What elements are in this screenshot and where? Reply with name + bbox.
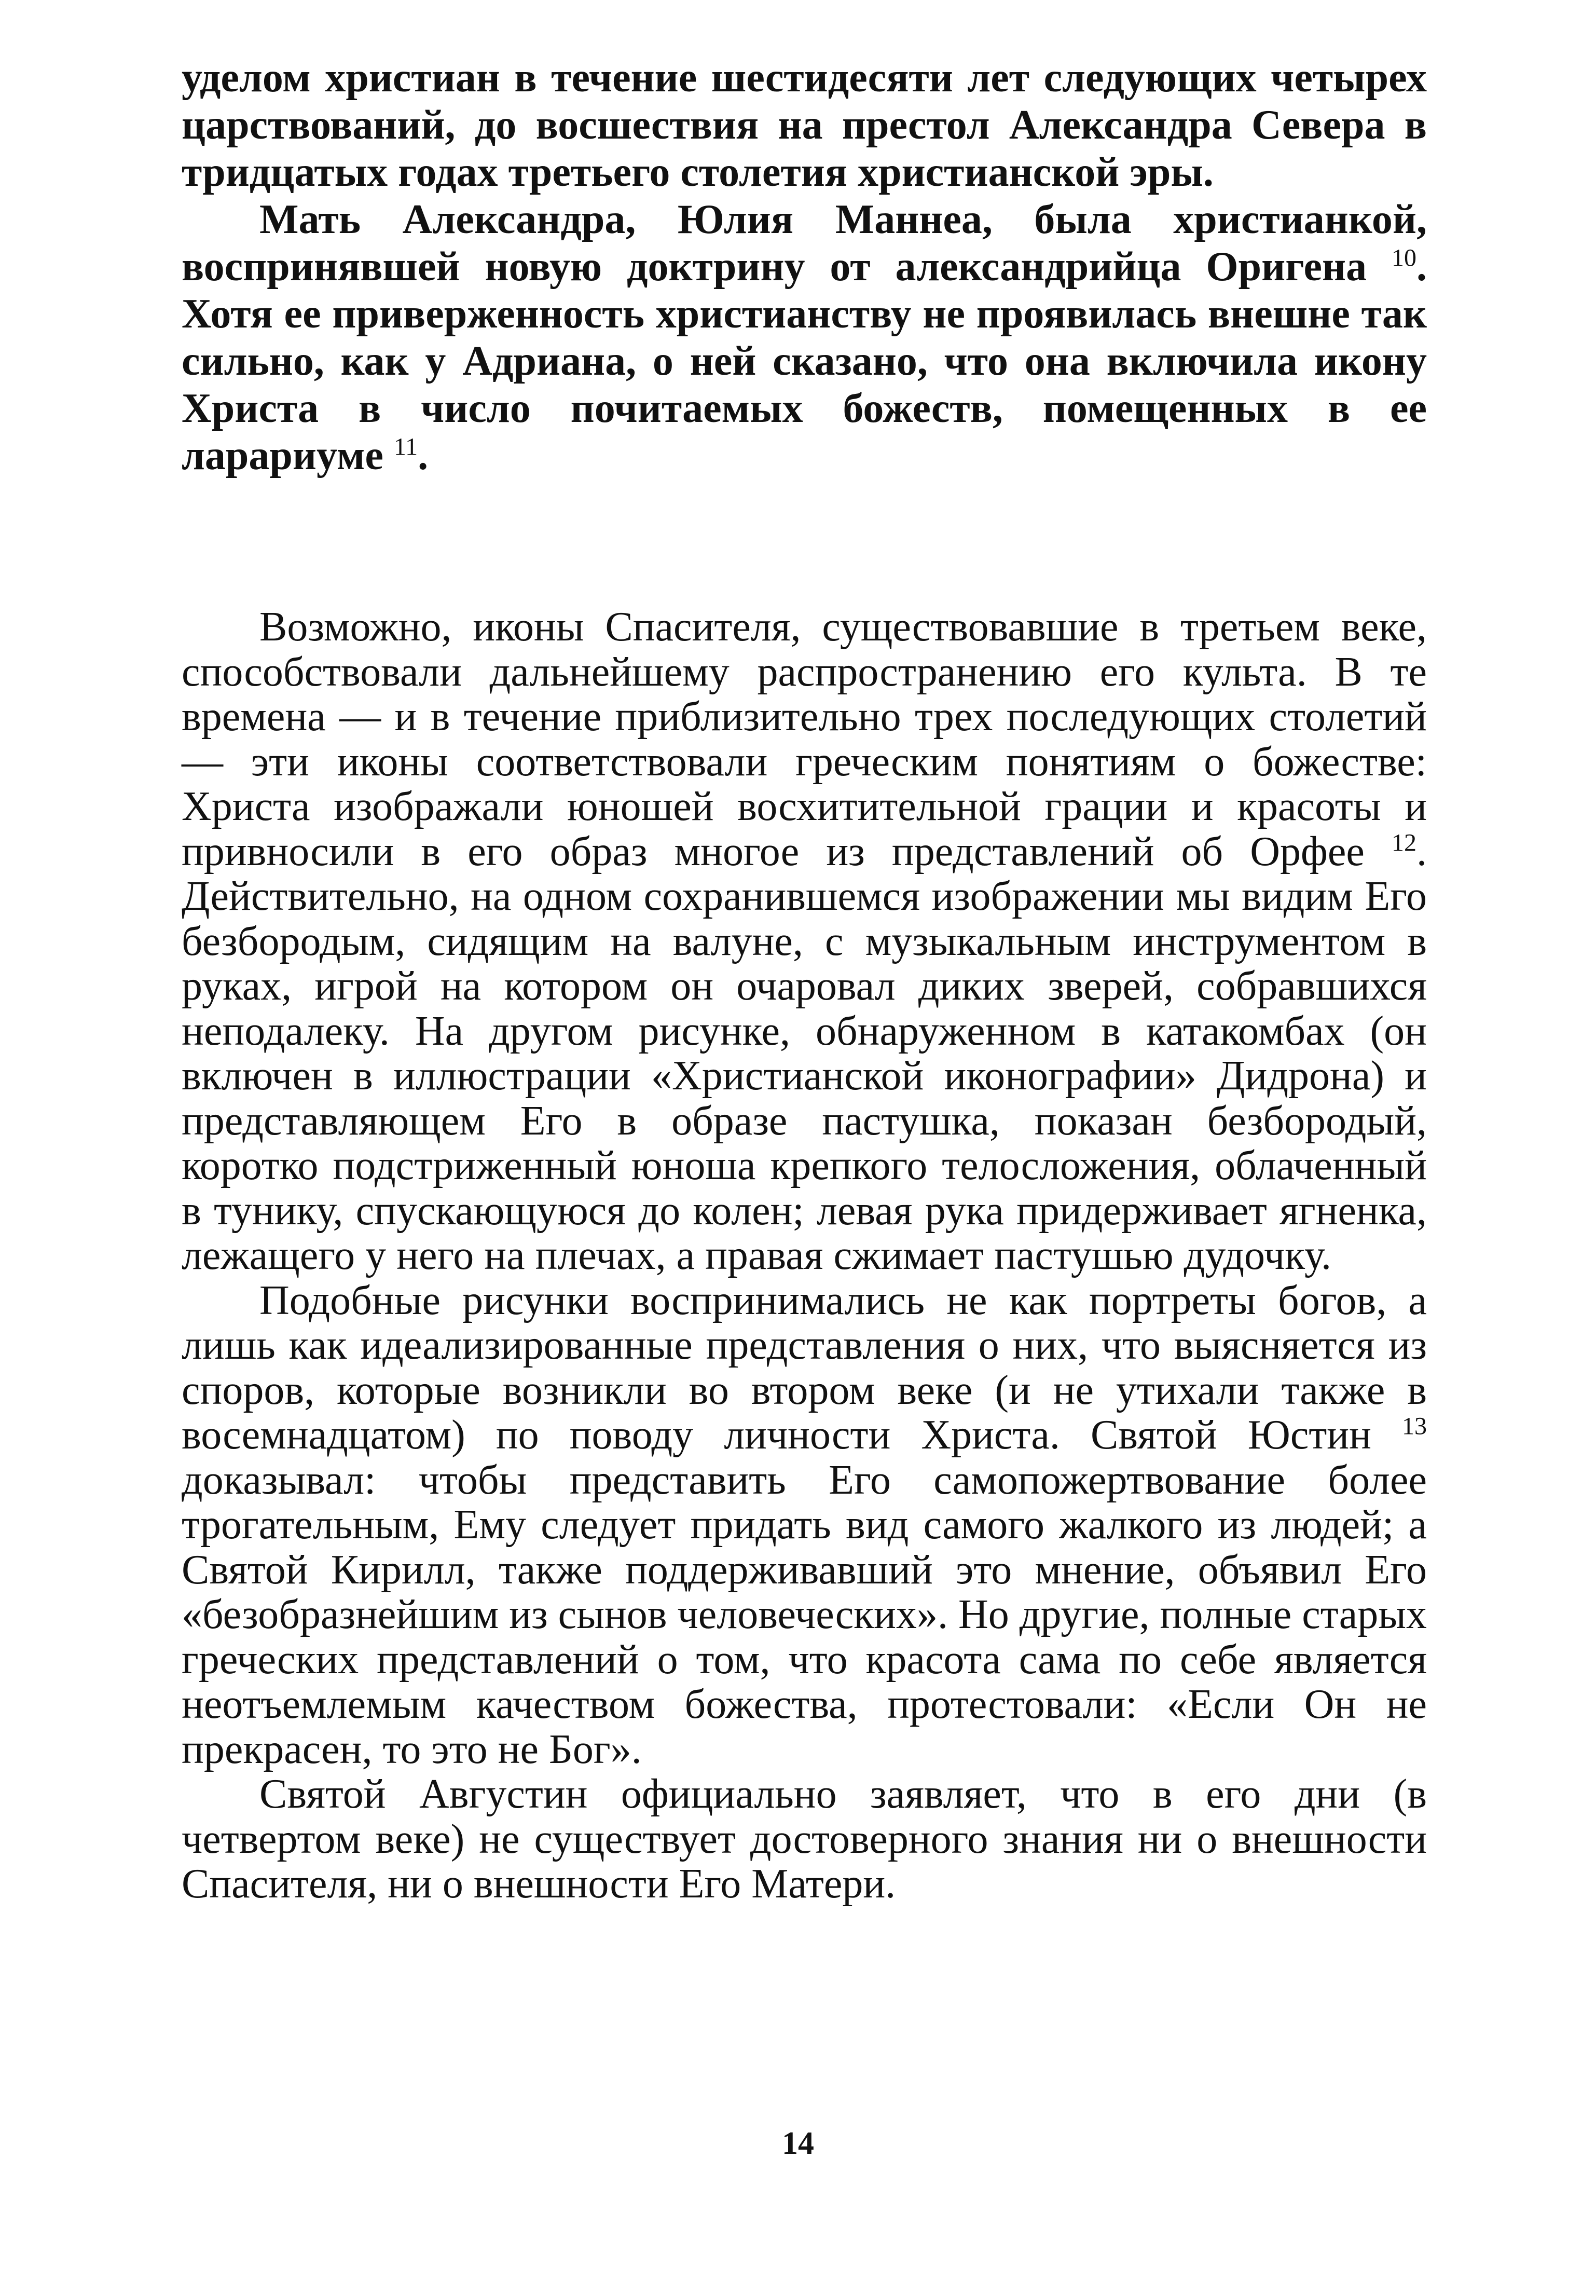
text-block-upper [182,54,1427,480]
footnote-ref-11: 11 [393,433,418,461]
paragraph-text: Мать Александра, Юлия Маннеа, была христианкой, воспринявшей новую доктрину от александрийца Оригена [182,197,1427,290]
footnote-ref-10: 10 [1392,244,1417,272]
paragraph-icons-of-savior [182,605,1427,1278]
text-block-lower [182,605,1427,1907]
paragraph-idealized-images [182,1278,1427,1772]
paragraph-julia-mammaea [182,196,1427,480]
paragraph-text: доказывал: чтобы представить Его самопожертвование более трогательным, Ему следует придать вид самого жалкого из людей; а Святой Кирилл, также поддерживавший это мнение, объявил Его «безобразнейшим из сынов человеческих». Но другие, полные старых греческих представлений о том, что красота сама по себе является неотъемлемым качеством божества, протестовали: «Если Он не прекрасен, то это не Бог». [182,1457,1427,1772]
paragraph-text: Возможно, иконы Спасителя, существовавшие в третьем веке, способствовали дальнейшему распространению его культа. В те времена — и в течение приблизительно трех последующих столетий — эти иконы соответствовали греческим понятиям о божестве: Христа изображали юношей восхитительной грации и красоты и привносили в его образ многое из представлений об Орфее [182,604,1427,874]
paragraph-text: Подобные рисунки воспринимались не как портреты богов, а лишь как идеализированные представления о них, что выясняется из споров, которые возникли во втором веке (и не утихали также в восемнадцатом) по поводу личности Христа. Святой Юстин [182,1277,1427,1458]
paragraph-text: . Действительно, на одном сохранившемся изображении мы видим Его безбородым, сидящим на валуне, с музыкальным инструментом в руках, игрой на котором он очаровал диких зверей, собравшихся неподалеку. На другом рисунке, обнаруженном в катакомбах (он включен в иллюстрации «Христианской иконографии» Дидрона) и представляющем Его в образе пастушка, показан безбородый, коротко подстриженный юноша крепкого телосложения, облаченный в тунику, спускающуюся до колен; левая рука придерживает ягненка, лежащего у него на плечах, а правая сжимает пастушью дудочку. [182,828,1427,1278]
page-number: 14 [782,2126,814,2161]
paragraph-continuation [182,54,1427,196]
paragraph-text: . Хотя ее приверженность христианству не проявилась внешне так сильно, как у Адриана, о ней сказано, что она включила икону Христа в число почитаемых божеств, помещенных в ее ларариуме [182,244,1427,479]
paragraph-text: . [418,433,429,479]
paragraph-augustine [182,1772,1427,1907]
footnote-ref-12: 12 [1392,828,1416,856]
footnote-ref-13: 13 [1402,1412,1427,1440]
paragraph-text: уделом христиан в течение шестидесяти лет следующих четырех царствований, до восшествия на престол Александра Севера в тридцатых годах третьего столетия христианской эры. [182,55,1427,195]
paragraph-text: Святой Августин официально заявляет, что в его дни (в четвертом веке) не существует достоверного знания ни о внешности Спасителя, ни о внешности Его Матери. [182,1771,1427,1907]
